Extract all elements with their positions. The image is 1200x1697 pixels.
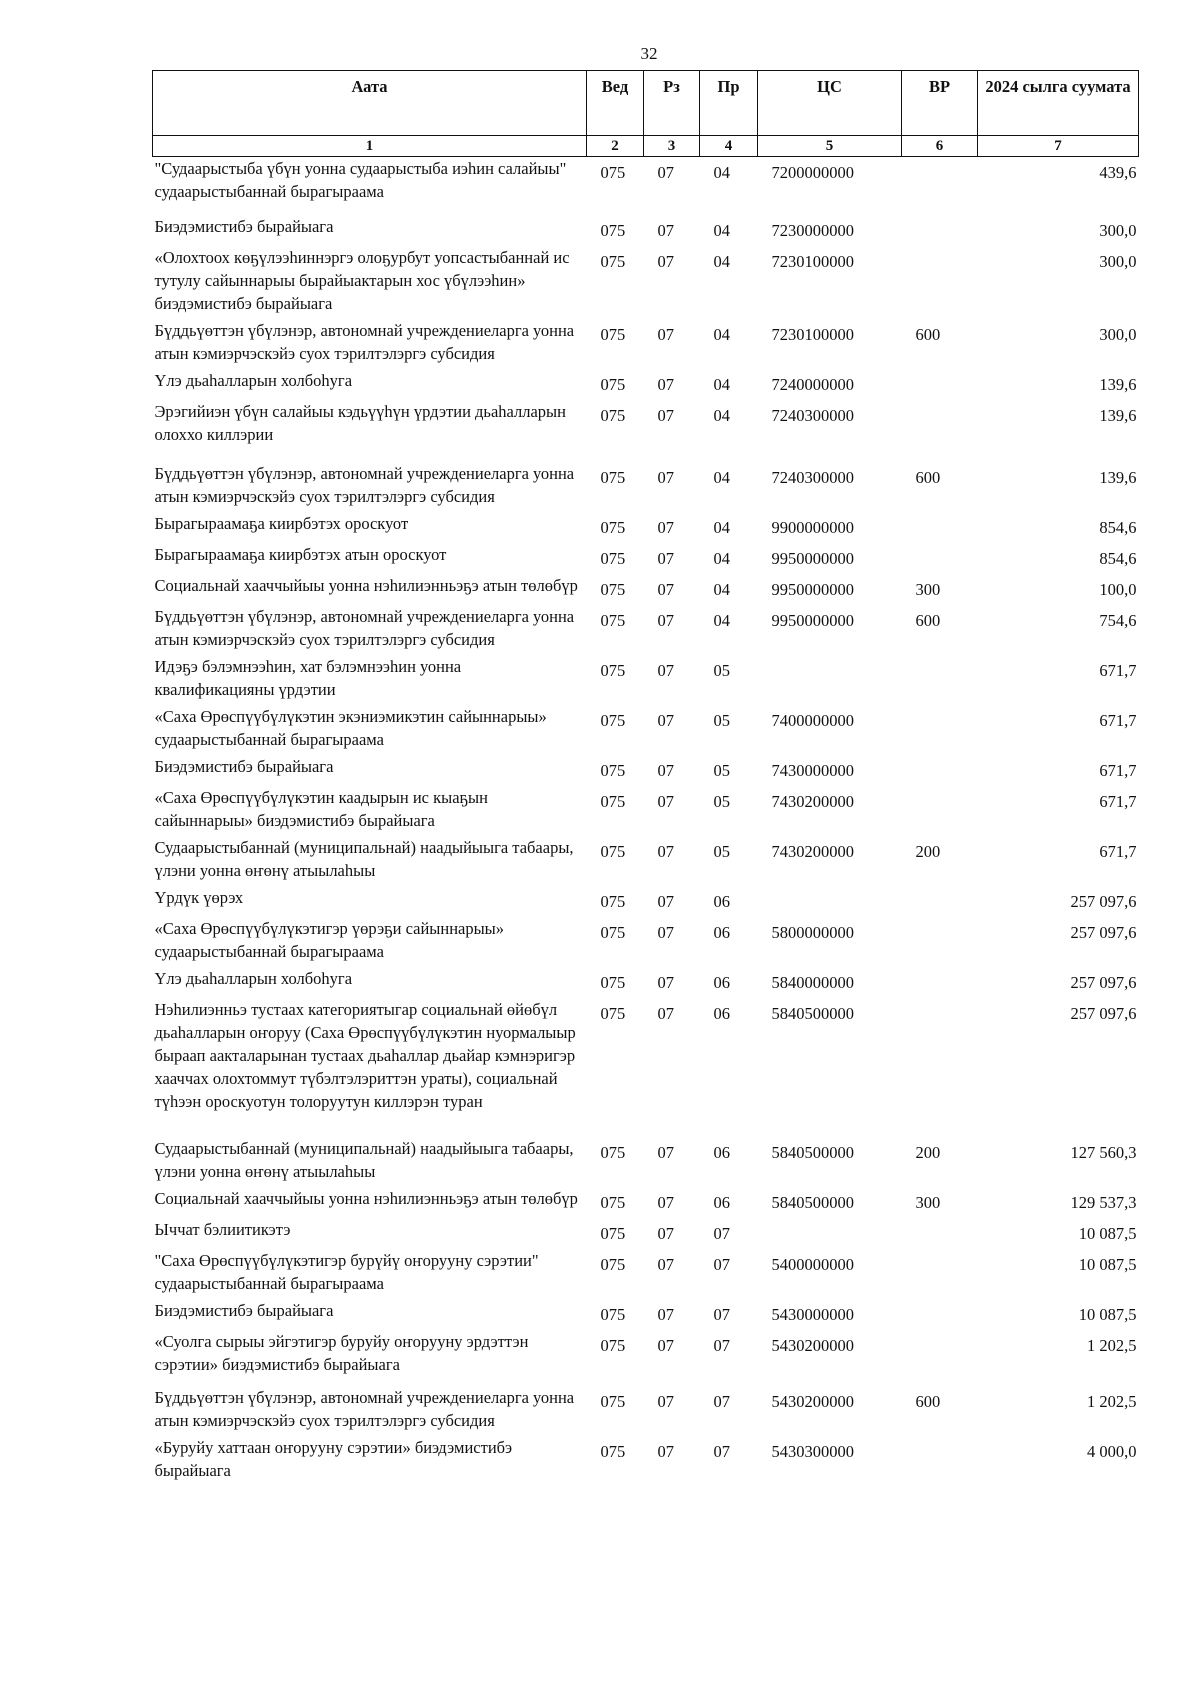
row-vr — [902, 246, 978, 319]
row-name: Үлэ дьаһалларын холбоһуга — [154, 969, 353, 988]
row-vr — [902, 157, 978, 216]
table-row — [153, 605, 1139, 655]
table-row — [153, 1249, 1139, 1299]
table-row — [153, 1187, 1139, 1218]
row-vr — [902, 1299, 978, 1330]
row-rz: 07 — [657, 1004, 674, 1023]
page-number: 32 — [640, 44, 658, 63]
row-cs: 5430300000 — [771, 1442, 854, 1461]
row-ved: 075 — [600, 792, 626, 811]
row-ved: 075 — [600, 375, 626, 394]
table-row — [153, 1386, 1139, 1436]
row-vr: 600 — [915, 611, 941, 630]
row-pr: 07 — [713, 1336, 730, 1355]
row-rz: 07 — [657, 518, 674, 537]
header-cs: ЦС — [758, 71, 902, 136]
header-vr: ВР — [902, 71, 978, 136]
row-pr: 04 — [713, 375, 730, 394]
row-vr — [902, 1249, 978, 1299]
row-name: Судаарыстыбаннай (муниципальнай) наадыйыыга табаары, үлэни уонна өҥөнү атыылаһыы — [154, 838, 574, 880]
table-body — [153, 157, 1139, 1487]
row-name: «Саха Өрөспүүбүлүкэтин каадырын ис кыаҕын сайыннарыы» биэдэмистибэ бырайыага — [154, 788, 488, 830]
row-pr: 06 — [713, 1143, 730, 1162]
table-row — [153, 786, 1139, 836]
row-ved: 075 — [600, 518, 626, 537]
row-ved: 075 — [600, 580, 626, 599]
row-rz: 07 — [657, 611, 674, 630]
column-number: 2 — [587, 136, 644, 157]
budget-table-container — [152, 70, 1138, 1486]
row-name: "Судаарыстыба үбүн уонна судаарыстыба иэһин салайыы" судаарыстыбаннай бырагыраама — [154, 159, 567, 201]
row-sum: 671,7 — [1099, 711, 1137, 730]
row-cs: 7430200000 — [771, 792, 854, 811]
row-ved: 075 — [600, 1224, 626, 1243]
row-vr — [902, 369, 978, 400]
table-row — [153, 462, 1139, 512]
row-cs: 7230100000 — [771, 252, 854, 271]
row-ved: 075 — [600, 406, 626, 425]
row-pr: 05 — [713, 761, 730, 780]
row-rz: 07 — [657, 1224, 674, 1243]
row-pr: 04 — [713, 325, 730, 344]
table-row — [153, 157, 1139, 216]
row-pr: 04 — [713, 406, 730, 425]
row-name: Бырагыраамаҕа киирбэтэх ороскуот — [154, 514, 409, 533]
row-cs: 9900000000 — [771, 518, 854, 537]
row-pr: 06 — [713, 1004, 730, 1023]
table-row — [153, 574, 1139, 605]
row-pr: 04 — [713, 580, 730, 599]
row-vr — [902, 543, 978, 574]
table-row — [153, 967, 1139, 998]
row-cs: 5840500000 — [771, 1143, 854, 1162]
table-row — [153, 1299, 1139, 1330]
table-row — [153, 1218, 1139, 1249]
row-cs: 9950000000 — [771, 549, 854, 568]
row-rz: 07 — [657, 1442, 674, 1461]
row-sum: 671,7 — [1099, 661, 1137, 680]
row-sum: 139,6 — [1099, 406, 1137, 425]
table-row — [153, 755, 1139, 786]
row-sum: 257 097,6 — [1070, 923, 1137, 942]
row-name: Үлэ дьаһалларын холбоһуга — [154, 371, 353, 390]
row-vr — [902, 705, 978, 755]
row-rz: 07 — [657, 761, 674, 780]
row-cs: 5840500000 — [771, 1004, 854, 1023]
row-sum: 139,6 — [1099, 375, 1137, 394]
row-sum: 300,0 — [1099, 221, 1137, 240]
header-rz: Рз — [644, 71, 700, 136]
row-sum: 300,0 — [1099, 325, 1137, 344]
row-ved: 075 — [600, 973, 626, 992]
row-name: «Буруйу хаттаан оҥорууну сэрэтии» биэдэмистибэ бырайыага — [154, 1438, 513, 1480]
row-ved: 075 — [600, 163, 626, 182]
row-ved: 075 — [600, 1255, 626, 1274]
row-ved: 075 — [600, 1442, 626, 1461]
row-rz: 07 — [657, 792, 674, 811]
row-vr — [902, 786, 978, 836]
row-vr — [902, 1218, 978, 1249]
row-sum: 10 087,5 — [1078, 1305, 1137, 1324]
row-rz: 07 — [657, 973, 674, 992]
row-pr: 04 — [713, 163, 730, 182]
row-rz: 07 — [657, 661, 674, 680]
table-row — [153, 917, 1139, 967]
row-vr: 200 — [915, 842, 941, 861]
row-name: Үрдүк үөрэх — [154, 888, 244, 907]
table-row — [153, 705, 1139, 755]
row-sum: 854,6 — [1099, 549, 1137, 568]
row-name: Бүддьүөттэн үбүлэнэр, автономнай учреждениеларга уонна атын кэмиэрчэскэйэ суох тэрилтэлэргэ субсидия — [154, 464, 575, 506]
row-name: Биэдэмистибэ бырайыага — [154, 757, 334, 776]
row-sum: 754,6 — [1099, 611, 1137, 630]
column-number: 4 — [700, 136, 758, 157]
row-vr — [902, 755, 978, 786]
row-sum: 671,7 — [1099, 761, 1137, 780]
row-ved: 075 — [600, 661, 626, 680]
row-name: «Олохтоох көҕүлээһиннэргэ олоҕурбут уопсастыбаннай ис тутулу сайыннарыы бырайыактарын хос үбүлээһин» биэдэмистибэ бырайыага — [154, 248, 570, 313]
row-cs: 7430200000 — [771, 842, 854, 861]
table-row — [153, 512, 1139, 543]
row-pr: 05 — [713, 711, 730, 730]
row-rz: 07 — [657, 468, 674, 487]
row-name: Нэһилиэнньэ тустаах категориятыгар социальнай өйөбүл дьаһалларын оҥоруу (Саха Өрөспүүбүлүкэтин нуормалыыр быраап аакталарынан тустаах дьаһаллар дьайар кэмнэригэр хааччах олохтоммут түбэлтэлэриттэн ураты), социальнай түһээн ороскуотун толоруутун киллэрэн туран — [154, 1000, 576, 1111]
row-cs — [758, 886, 902, 917]
row-ved: 075 — [600, 711, 626, 730]
row-sum: 127 560,3 — [1070, 1143, 1137, 1162]
row-ved: 075 — [600, 1193, 626, 1212]
row-vr: 300 — [915, 1193, 941, 1212]
row-pr: 07 — [713, 1392, 730, 1411]
row-rz: 07 — [657, 325, 674, 344]
row-sum: 257 097,6 — [1070, 1004, 1137, 1023]
row-vr — [902, 967, 978, 998]
row-name: «Суолга сырыы эйгэтигэр буруйу оҥорууну эрдэттэн сэрэтии» биэдэмистибэ бырайыага — [154, 1332, 529, 1374]
table-row — [153, 1137, 1139, 1187]
row-ved: 075 — [600, 1336, 626, 1355]
row-ved: 075 — [600, 1143, 626, 1162]
row-vr — [902, 917, 978, 967]
row-name: Социальнай хааччыйыы уонна нэһилиэнньэҕэ атын төлөбүр — [154, 1189, 578, 1208]
table-row — [153, 543, 1139, 574]
row-sum: 10 087,5 — [1078, 1255, 1137, 1274]
table-row — [153, 246, 1139, 319]
row-pr: 05 — [713, 792, 730, 811]
row-rz: 07 — [657, 252, 674, 271]
row-name: «Саха Өрөспүүбүлүкэтигэр үөрэҕи сайыннарыы» судаарыстыбаннай бырагыраама — [154, 919, 505, 961]
row-pr: 04 — [713, 549, 730, 568]
row-rz: 07 — [657, 711, 674, 730]
row-rz: 07 — [657, 406, 674, 425]
row-cs: 7240300000 — [771, 406, 854, 425]
row-rz: 07 — [657, 892, 674, 911]
row-cs: 9950000000 — [771, 580, 854, 599]
row-name: Биэдэмистибэ бырайыага — [154, 1301, 334, 1320]
table-row — [153, 836, 1139, 886]
row-rz: 07 — [657, 221, 674, 240]
row-pr: 07 — [713, 1255, 730, 1274]
row-pr: 07 — [713, 1305, 730, 1324]
row-name: Бүддьүөттэн үбүлэнэр, автономнай учреждениеларга уонна атын кэмиэрчэскэйэ суох тэрилтэлэргэ субсидия — [154, 321, 575, 363]
row-pr: 06 — [713, 1193, 730, 1212]
row-sum: 300,0 — [1099, 252, 1137, 271]
row-ved: 075 — [600, 221, 626, 240]
row-sum: 129 537,3 — [1070, 1193, 1137, 1212]
row-name: Идэҕэ бэлэмнээһин, хат бэлэмнээһин уонна квалификацияны үрдэтии — [154, 657, 462, 699]
row-ved: 075 — [600, 325, 626, 344]
row-rz: 07 — [657, 923, 674, 942]
table-row — [153, 655, 1139, 705]
header-name: Аата — [153, 71, 587, 136]
row-rz: 07 — [657, 1305, 674, 1324]
row-rz: 07 — [657, 1392, 674, 1411]
row-cs: 5430000000 — [771, 1305, 854, 1324]
row-cs: 5430200000 — [771, 1392, 854, 1411]
row-rz: 07 — [657, 549, 674, 568]
row-sum: 671,7 — [1099, 842, 1137, 861]
header-ved: Вед — [587, 71, 644, 136]
header-sum: 2024 сылга суумата — [978, 71, 1139, 136]
column-number: 3 — [644, 136, 700, 157]
row-cs: 7230100000 — [771, 325, 854, 344]
row-cs: 7240300000 — [771, 468, 854, 487]
row-rz: 07 — [657, 375, 674, 394]
row-pr: 06 — [713, 973, 730, 992]
row-name: Бырагыраамаҕа киирбэтэх атын ороскуот — [154, 545, 447, 564]
table-row — [153, 1436, 1139, 1486]
row-vr — [902, 655, 978, 705]
row-ved: 075 — [600, 923, 626, 942]
row-ved: 075 — [600, 761, 626, 780]
header-pr: Пр — [700, 71, 758, 136]
row-pr: 04 — [713, 518, 730, 537]
table-row — [153, 998, 1139, 1137]
budget-table — [152, 70, 1139, 1486]
row-name: Судаарыстыбаннай (муниципальнай) наадыйыыга табаары, үлэни уонна өҥөнү атыылаһыы — [154, 1139, 574, 1181]
column-number: 6 — [902, 136, 978, 157]
row-ved: 075 — [600, 842, 626, 861]
row-name: Бүддьүөттэн үбүлэнэр, автономнай учреждениеларга уонна атын кэмиэрчэскэйэ суох тэрилтэлэргэ субсидия — [154, 607, 575, 649]
row-pr: 04 — [713, 221, 730, 240]
row-ved: 075 — [600, 611, 626, 630]
row-pr: 06 — [713, 923, 730, 942]
table-row — [153, 369, 1139, 400]
row-ved: 075 — [600, 468, 626, 487]
table-row — [153, 1330, 1139, 1386]
row-pr: 04 — [713, 252, 730, 271]
row-name: Эрэгийиэн үбүн салайыы кэдьүүһүн үрдэтии дьаһалларын олоххо киллэрии — [154, 402, 566, 444]
row-cs — [758, 1218, 902, 1249]
row-vr — [902, 400, 978, 462]
row-name: "Саха Өрөспүүбүлүкэтигэр бурүйү оҥорууну сэрэтии" судаарыстыбаннай бырагыраама — [154, 1251, 539, 1293]
row-ved: 075 — [600, 892, 626, 911]
row-vr: 300 — [915, 580, 941, 599]
row-name: Биэдэмистибэ бырайыага — [154, 217, 334, 236]
row-cs: 5840000000 — [771, 973, 854, 992]
table-row — [153, 400, 1139, 462]
row-sum: 671,7 — [1099, 792, 1137, 811]
row-ved: 075 — [600, 1305, 626, 1324]
column-number: 5 — [758, 136, 902, 157]
row-sum: 4 000,0 — [1087, 1442, 1137, 1461]
row-name: Ыччат бэлиитикэтэ — [154, 1220, 291, 1239]
row-sum: 10 087,5 — [1078, 1224, 1137, 1243]
row-vr: 200 — [915, 1143, 941, 1162]
row-pr: 07 — [713, 1442, 730, 1461]
table-header — [153, 71, 1139, 157]
row-cs: 7230000000 — [771, 221, 854, 240]
row-cs: 5400000000 — [771, 1255, 854, 1274]
row-name: Бүддьүөттэн үбүлэнэр, автономнай учреждениеларга уонна атын кэмиэрчэскэйэ суох тэрилтэлэргэ субсидия — [154, 1388, 575, 1430]
row-rz: 07 — [657, 1193, 674, 1212]
table-row — [153, 886, 1139, 917]
row-vr — [902, 1330, 978, 1386]
row-sum: 439,6 — [1099, 163, 1137, 182]
row-vr — [902, 215, 978, 246]
row-pr: 04 — [713, 611, 730, 630]
row-name: Социальнай хааччыйыы уонна нэһилиэнньэҕэ атын төлөбүр — [154, 576, 578, 595]
table-row — [153, 215, 1139, 246]
row-vr — [902, 512, 978, 543]
row-rz: 07 — [657, 1255, 674, 1274]
row-ved: 075 — [600, 1392, 626, 1411]
row-ved: 075 — [600, 1004, 626, 1023]
row-sum: 100,0 — [1099, 580, 1137, 599]
row-sum: 139,6 — [1099, 468, 1137, 487]
row-pr: 06 — [713, 892, 730, 911]
row-pr: 05 — [713, 842, 730, 861]
row-vr — [902, 886, 978, 917]
table-row — [153, 319, 1139, 369]
row-ved: 075 — [600, 252, 626, 271]
row-vr: 600 — [915, 468, 941, 487]
row-sum: 854,6 — [1099, 518, 1137, 537]
row-rz: 07 — [657, 1336, 674, 1355]
column-number: 1 — [153, 136, 587, 157]
row-cs: 5800000000 — [771, 923, 854, 942]
row-name: «Саха Өрөспүүбүлүкэтин экэниэмикэтин сайыннарыы» судаарыстыбаннай бырагыраама — [154, 707, 547, 749]
row-sum: 257 097,6 — [1070, 892, 1137, 911]
column-number: 7 — [978, 136, 1139, 157]
row-ved: 075 — [600, 549, 626, 568]
row-cs: 7400000000 — [771, 711, 854, 730]
row-rz: 07 — [657, 163, 674, 182]
row-vr — [902, 998, 978, 1137]
row-rz: 07 — [657, 1143, 674, 1162]
row-sum: 257 097,6 — [1070, 973, 1137, 992]
row-cs: 5840500000 — [771, 1193, 854, 1212]
row-vr: 600 — [915, 1392, 941, 1411]
row-cs: 5430200000 — [771, 1336, 854, 1355]
row-cs: 9950000000 — [771, 611, 854, 630]
row-pr: 05 — [713, 661, 730, 680]
row-vr: 600 — [915, 325, 941, 344]
row-sum: 1 202,5 — [1087, 1392, 1137, 1411]
row-rz: 07 — [657, 842, 674, 861]
row-cs: 7430000000 — [771, 761, 854, 780]
row-pr: 07 — [713, 1224, 730, 1243]
row-vr — [902, 1436, 978, 1486]
row-cs: 7240000000 — [771, 375, 854, 394]
row-cs: 7200000000 — [771, 163, 854, 182]
row-sum: 1 202,5 — [1087, 1336, 1137, 1355]
row-cs — [758, 655, 902, 705]
row-rz: 07 — [657, 580, 674, 599]
row-pr: 04 — [713, 468, 730, 487]
